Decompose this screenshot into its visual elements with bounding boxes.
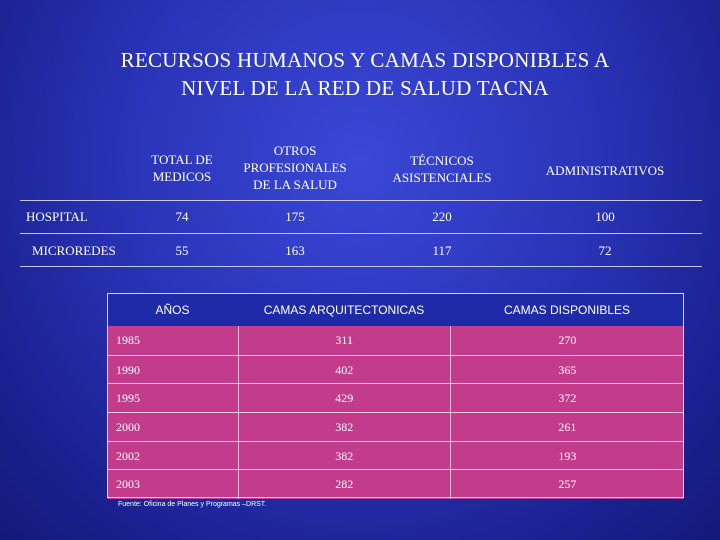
header-medicos-line-2: MEDICOS	[152, 169, 212, 184]
staff-table-divider-bottom	[20, 266, 702, 267]
header-administrativos-line-1: ADMINISTRATIVOS	[545, 162, 665, 178]
beds-table-header-row	[107, 293, 684, 326]
staff-table-divider-top	[20, 200, 702, 201]
cell-camas-disponibles: 257	[450, 470, 684, 499]
cell-year: 2000	[116, 420, 140, 434]
cell-camas-arquitectonicas: 402	[238, 356, 450, 384]
cell-hospital-administrativos: 100	[595, 208, 615, 224]
cell-camas-arquitectonicas: 282	[238, 470, 450, 499]
cell-microredes-administrativos: 72	[598, 242, 612, 258]
header-tecnicos-line-1: TÉCNICOS	[410, 153, 474, 168]
header-camas-disponibles: CAMAS DISPONIBLES	[503, 302, 631, 317]
table-row	[107, 355, 684, 384]
cell-camas-disponibles: 270	[450, 326, 684, 355]
cell-camas-arquitectonicas: 429	[238, 384, 450, 413]
cell-hospital-tecnicos: 220	[432, 208, 452, 224]
header-total-medicos	[140, 148, 224, 188]
cell-hospital-otros: 175	[285, 208, 305, 224]
cell-camas-arquitectonicas: 382	[238, 413, 450, 442]
row-label-microredes: MICROREDES	[32, 242, 116, 258]
table-row	[107, 441, 684, 470]
table-row	[107, 383, 684, 413]
table-row	[107, 326, 684, 355]
cell-year: 1995	[116, 391, 140, 405]
title-line-1: RECURSOS HUMANOS Y CAMAS DISPONIBLES A	[120, 48, 610, 72]
header-otros-line-1: OTROS	[273, 142, 317, 158]
table-row	[107, 469, 684, 499]
row-label-hospital: HOSPITAL	[26, 208, 88, 224]
table-row	[107, 412, 684, 442]
cell-year: 1985	[116, 333, 140, 347]
staff-table-divider-mid	[20, 233, 702, 234]
cell-camas-disponibles: 365	[450, 356, 684, 384]
header-camas-arquitectonicas: CAMAS ARQUITECTONICAS	[263, 302, 425, 317]
header-otros-profesionales	[232, 136, 358, 198]
cell-microredes-otros: 163	[285, 242, 305, 258]
header-tecnicos-line-2: ASISTENCIALES	[392, 170, 492, 185]
cell-microredes-medicos: 55	[175, 242, 189, 258]
cell-year: 2003	[116, 477, 140, 491]
cell-year: 1990	[116, 362, 140, 377]
cell-camas-disponibles: 261	[450, 413, 684, 442]
beds-table	[107, 293, 684, 498]
header-otros-line-2: PROFESIONALES	[243, 159, 347, 175]
header-medicos-line-1: TOTAL DE	[151, 152, 213, 167]
cell-camas-disponibles: 193	[450, 442, 684, 470]
cell-camas-arquitectonicas: 311	[238, 326, 450, 355]
header-administrativos	[530, 158, 680, 182]
cell-camas-arquitectonicas: 382	[238, 442, 450, 470]
cell-camas-disponibles: 372	[450, 384, 684, 413]
title-line-2: NIVEL DE LA RED DE SALUD TACNA	[181, 76, 549, 100]
slide-title	[60, 46, 670, 102]
cell-hospital-medicos: 74	[175, 208, 189, 224]
cell-year: 2002	[116, 448, 140, 463]
cell-microredes-tecnicos: 117	[432, 242, 452, 258]
header-anos: AÑOS	[155, 302, 190, 317]
header-otros-line-3: DE LA SALUD	[253, 176, 337, 192]
source-note: Fuente: Oficina de Planes y Programas –DRST.	[118, 501, 267, 508]
header-tecnicos-asistenciales	[372, 148, 512, 190]
